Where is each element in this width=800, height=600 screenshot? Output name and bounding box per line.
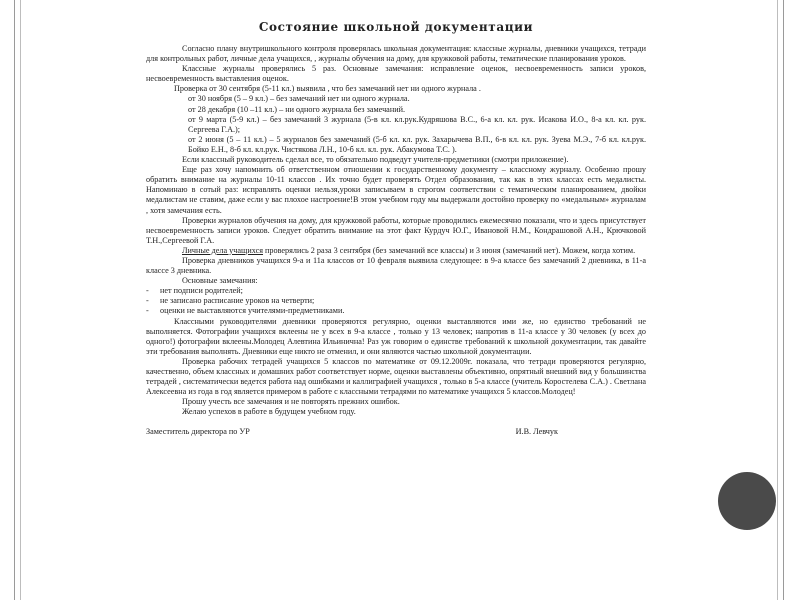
remark-item: - не записано расписание уроков на четверти; [146,296,646,306]
page-title: Состояние школьной документации [258,20,534,34]
decorative-circle [718,472,776,530]
remark-item: - нет подписи родителей; [146,286,646,296]
remark-item: - оценки не выставляются учителями-предметниками. [146,306,646,316]
frame-inner-line-left [20,0,21,600]
paragraph-reminder: Еще раз хочу напомнить об ответственном отношении к государственному документу – классному журналу. Особенно прошу обратить внимание на журналы 10-11 классов . Их точно будет проверять Отдел образования, так как в этих классах есть медалисты. Напоминаю в сотый раз: исправлять оценки нельзя,уроки записываем в строгом соответствии с тематическим планированием, двойки медалистам не ставим, даже если у вас плохое настроение!В этом учебном году мы выдержали достойно проверку по «медальным» журналам , хотя замечания есть. [146,165,646,215]
signature-line [146,427,646,436]
paragraph-diaries: Проверка дневников учащихся 9-а и 11а классов от 10 февраля выявила следующее: в 9-а классе без замечаний 2 дневника, в 11-а классе 3 дневника. [146,255,646,276]
paragraph-diaries-check: Классными руководителями дневники проверяются регулярно, оценки выставляются ими же, но единство требований не выполняется. Фотографии учащихся вклеены не у всех в 9-а классе , только у 13 человек; напротив в 11-а классе у 30 человек (у всех до одного!) фотографии вклеены.Молодец Алевтина Ильинична! Раз уж говорим о единстве требований к школьной документации, так давайте эти требования выполнять. Дневники еще никто не отменил, и они являются частью школьной документации. [146,316,646,356]
paragraph-intro: Согласно плану внутришкольного контроля проверялась школьная документация: классные журналы, дневники учащихся, тетради для контрольных работ, личные дела учащихся, , журналы обучения на дому, для кружковой работы, тематические планирования уроков. [146,44,646,64]
check-dec: от 28 декабря (10 –11 кл.) – ни одного журнала без замечаний. [188,104,406,114]
signer-name: И.В. Левчук [515,427,558,437]
paragraph-teachers: Если классный руководитель сделал все, то обязательно подведут учителя-предметники (смотри приложение). [182,155,569,165]
signer-role: Заместитель директора по УР [146,427,250,437]
personal-files-text: проверялись 2 раза 3 сентября (без замечаний все классы) и 3 июня (замечаний нет). Можем, когда хотим. [262,245,636,255]
paragraph-request: Прошу учесть все замечания и не повторять прежних ошибок. [182,397,400,407]
check-jun: от 2 июня (5 – 11 кл.) – 5 журналов без замечаний (5-б кл. кл. рук. Захарычева В.П., 6-в кл. кл. рук. Зуева М.Э., 7-б кл. кл.рук. Бойко Е.Н., 8-б кл. кл.рук. Чистякова Л.Н., 10-б кл. кл. рук. Абакумова Т.С. ). [188,134,646,154]
check-nov: от 30 ноября (5 – 9 кл.) – без замечаний нет ни одного журнала. [188,94,410,104]
paragraph-personal-files [146,246,646,256]
document-body [146,20,646,436]
paragraph-check-sept: Проверка от 30 сентября (5-11 кл.) выявила , что без замечаний нет ни одного журнала . [174,84,481,94]
personal-files-label: Личные дела учащихся [182,245,263,255]
paragraph-workbooks: Проверка рабочих тетрадей учащихся 5 классов по математике от 09.12.2009г. показала, что тетради проверяются регулярно, качественно, объем классных и домашних работ соответствует норме, оценки выставлены объективно, опрятный внешний вид у большинства тетрадей , систематически ведется работа над ошибками и каллиграфией учащихся , только в 5-а классе (учитель Коростелева С.А.) . Светлана Алексеевна из года в год является примером в работе с классными тетрадями по математике учащихся 5 классов.Молодец! [146,356,646,397]
check-mar: от 9 марта (5-9 кл.) – без замечаний 3 журнала (5-в кл. кл.рук.Кудряшова В.С., 6-а кл. кл. рук. Исакова И.О., 8-а кл. кл. рук. Сергеева Г.А.); [188,114,646,134]
paragraph-home-journals: Проверки журналов обучения на дому, для кружковой работы, которые проводились ежемесячно показали, что и здесь присутствует несвоевременность записи уроков. Следует обратить внимание на этот факт Курдуч Ю.Г., Ивановой Н.М., Кондрашовой А.Н., Крючковой Т.Н.,Сергеевой Г.А. [146,215,646,245]
paragraph-main-remarks: Основные замечания: [182,276,258,286]
frame-inner-line-right [777,0,778,600]
paragraph-journals: Классные журналы проверялись 5 раз. Основные замечания: исправление оценок, несвоевременность записи уроков, несвоевременность выставления оценок. [146,64,646,84]
paragraph-wishes: Желаю успехов в работе в будущем учебном году. [182,407,356,417]
